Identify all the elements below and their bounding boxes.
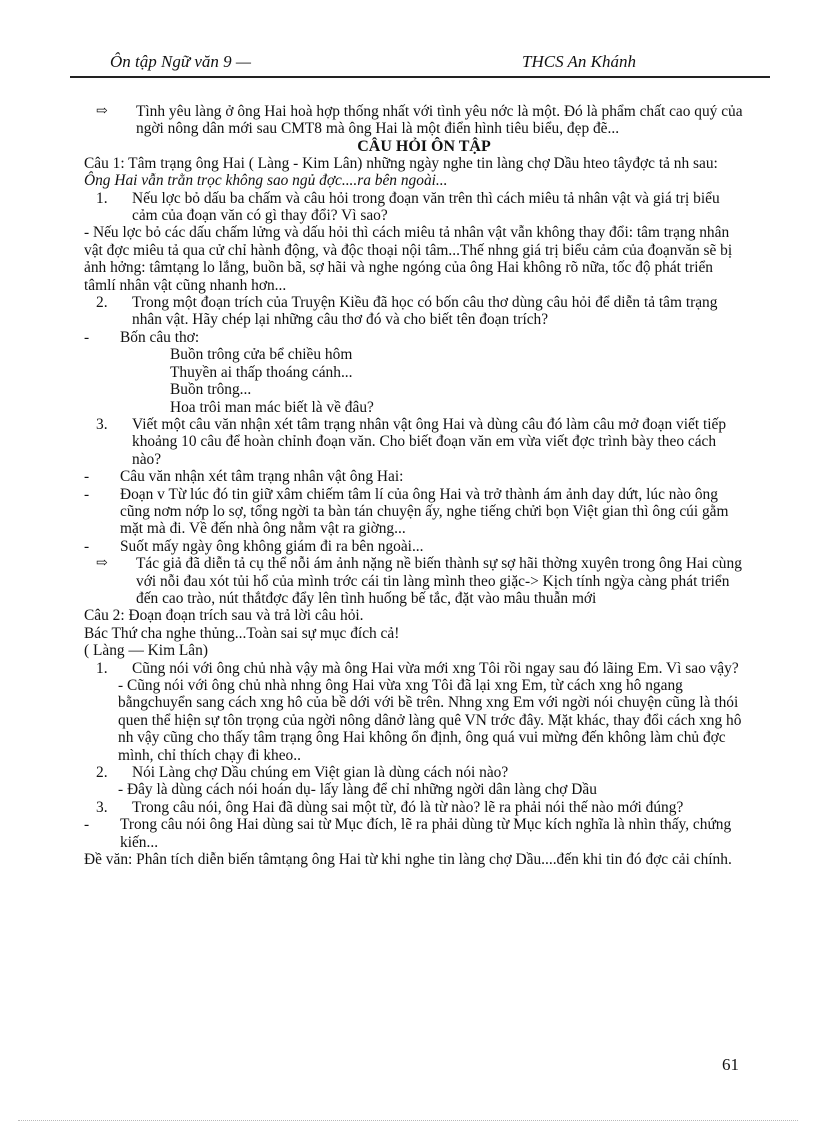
header-rule — [70, 76, 770, 78]
q1-item-2: 2. Trong một đoạn trích của Truyện Kiều đã học có bốn câu thơ dùng câu hỏi để diễn tả tâm trạng nhân vật. Hãy chép lại những câu thơ đó và cho biết tên đoạn trích? — [96, 294, 718, 329]
q1-lead: Câu 1: Tâm trạng ông Hai ( Làng - Kim Lân) những ngày nghe tin làng chợ Dầu hteo tâyđợc tả nh sau: — [84, 154, 718, 172]
q1-poem-line: Buồn trông cửa bể chiều hôm — [170, 346, 353, 364]
q2-answer-3: - Trong câu nói ông Hai dùng sai từ Mục đích, lẽ ra phải dùng từ Mục kích nghĩa là nhìn thấy, chứng kiến... — [84, 816, 732, 851]
q2-item-2: 2. Nói Làng chợ Dầu chúng em Việt gian là dùng cách nói nào? — [96, 764, 509, 782]
q2-item-3: 3. Trong câu nói, ông Hai đã dùng sai một từ, đó là từ nào? lẽ ra phải nói thế nào mới đúng? — [96, 798, 684, 816]
q1-item-3: 3. Viết một câu văn nhận xét tâm trạng nhân vật ông Hai và dùng câu đó làm câu mở đoạn viết tiếp khoảng 10 câu để hoàn chỉnh đoạn văn. Cho biết đoạn văn em vừa viết đợc trình bày theo cách nào? — [96, 415, 727, 468]
q1-answer-3a: - Câu văn nhận xét tâm trạng nhân vật ông Hai: — [84, 468, 404, 486]
q1-item-1: 1. Nếu lợc bỏ dấu ba chấm và câu hỏi trong đoạn văn trên thì cách miêu tả nhân vật và giá trị biểu cảm của đoạn văn có gì thay đổi? Vì sao? — [96, 189, 720, 225]
q2-answer-2: - Đây là dùng cách nói hoán dụ- lấy làng để chỉ những ngời dân làng chợ Dầu — [118, 781, 597, 799]
q1-answer-3c: - Suốt mấy ngày ông không giám đi ra bên ngoài... — [84, 537, 424, 555]
page-header — [70, 50, 770, 76]
q2-lead: Câu 2: Đoạn đoạn trích sau và trả lời câu hỏi. — [84, 607, 364, 625]
intro-paragraph: ⇨ Tình yêu làng ở ông Hai hoà hợp thống nhất với tình yêu nớc là một. Đó là phẩm chất cao quý của ngời nông dân mới sau CMT8 mà ông Hai là một điển hình tiêu biểu, đẹp đẽ... — [96, 103, 743, 138]
q2-answer-1: - Cũng nói với ông chủ nhà nhng ông Hai vừa xng Tôi đã lại xng Em, từ cách xng hô ngang bằngchuyển sang cách xng hô của bề dới với bề trên. Nhng xng Em với ngời nói chuyện cũng là thói quen thể hiện sự tôn trọng của ngời nông dânở làng quê VN trớc đây. Mặt khác, thay đổi cách xng hô nh vậy cũng cho thấy tâm trạng ông Hai không ổn định, ông quá vui mừng đến không làm chủ đợc mình, chỉ thích chạy đi kheo.. — [118, 677, 742, 764]
q1-answer-3d: ⇨ Tác giả đã diễn tả cụ thể nỗi ám ảnh nặng nề biến thành sự sợ hãi thờng xuyên trong ông Hai cùng với nỗi đau xót tủi hổ của mình trớc cái tin làng mình theo giặc-> Kịch tính ngỳa càng phát triển đến cao trào, nút thắtđợc đẩy lên tình huống bế tắc, đặt vào mâu thuẫn mới — [96, 555, 742, 607]
q1-answer-1: - Nếu lợc bỏ các dấu chấm lửng và dấu hỏi thì cách miêu tả nhân vật vẫn không thay đổi: tâm trạng nhân vật đợc miêu tả qua cử chỉ hành động, và độc thoại nội tâm...Thế nhng giá trị biểu cảm của đoạnvăn sẽ bị ảnh hởng: tâmtạng lo lắng, buồn bã, sợ hãi và nghe ngóng của ông Hai không rõ nữa, tốc độ phát triển tâmlí nhân vật cũng nhanh hơn... — [84, 224, 733, 294]
q1-poem-line: Thuyền ai thấp thoáng cánh... — [170, 363, 353, 381]
q2-source: ( Làng — Kim Lân) — [84, 642, 208, 660]
document-body — [84, 103, 744, 868]
header-right: THCS An Khánh — [522, 52, 636, 71]
q1-poem-lead: - Bốn câu thơ: — [84, 328, 200, 346]
q2-quote: Bác Thứ cha nghe thủng...Toàn sai sự mục đích cả! — [84, 624, 400, 642]
q1-quote: Ông Hai vẫn trằn trọc không sao ngủ đợc....ra bên ngoài... — [84, 172, 448, 190]
page-number: 61 — [722, 1055, 739, 1074]
q1-answer-3b: - Đoạn v Từ lúc đó tin giữ xâm chiếm tâm lí của ông Hai và trở thành ám ảnh day dứt, lúc nào ông cũng nơm nớp lo sợ, tổng ngời ta bàn tán chuyện ấy, nghe tiếng chửi bọn Việt gian thì ông cúi gằm mặt mà đi. Về đến nhà ông nằm vật ra giờng... — [84, 485, 729, 538]
q2-item-1: 1. Cũng nói với ông chủ nhà vậy mà ông Hai vừa mới xng Tôi rồi ngay sau đó lãing Em. Vì sao vậy? — [96, 659, 739, 677]
q1-poem-line: Buồn trông... — [170, 381, 252, 399]
arrow-icon: ⇨ — [96, 104, 108, 119]
page-bottom-border — [18, 1120, 798, 1121]
essay-prompt: Đề văn: Phân tích diễn biến tâmtạng ông Hai từ khi nghe tin làng chợ Dầu....đến khi tin đó đợc cải chính. — [84, 851, 732, 869]
section-title: CÂU HỎI ÔN TẬP — [357, 137, 491, 155]
q1-poem-line: Hoa trôi man mác biết là về đâu? — [170, 398, 374, 416]
header-left: Ôn tập Ngữ văn 9 — — [110, 52, 252, 71]
arrow-icon: ⇨ — [96, 556, 108, 572]
